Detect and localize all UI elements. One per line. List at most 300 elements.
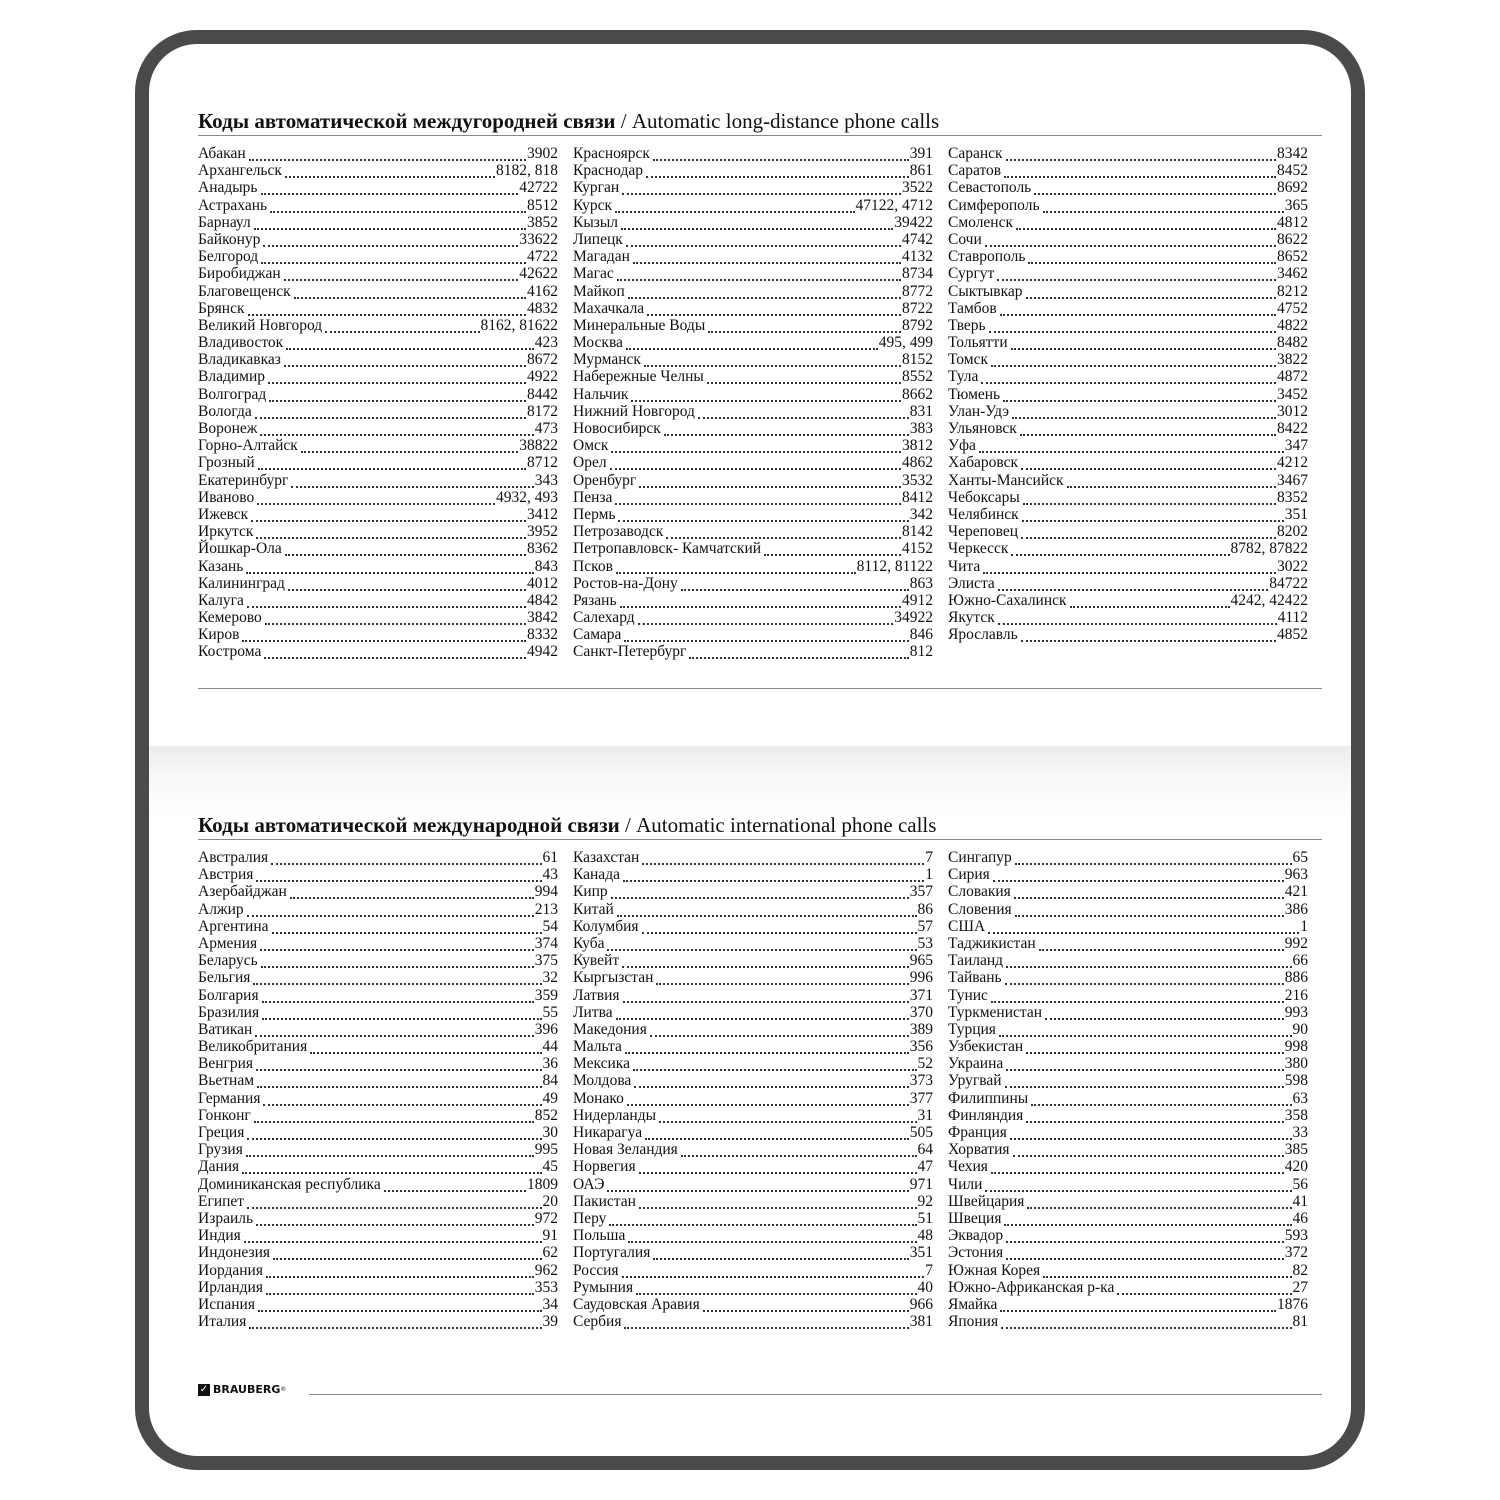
list-item — [198, 558, 558, 575]
dot-leader — [621, 224, 893, 230]
item-name: Япония — [948, 1313, 999, 1331]
list-item — [198, 1279, 558, 1296]
list-item — [198, 300, 558, 317]
item-code: 90 — [1292, 1020, 1308, 1038]
item-code: 375 — [534, 952, 558, 970]
list-item — [198, 883, 558, 900]
item-code: 32 — [542, 969, 558, 987]
item-code: 374 — [534, 934, 558, 952]
list-item — [198, 609, 558, 626]
item-name: Канада — [573, 866, 620, 884]
item-name: Курск — [573, 196, 613, 214]
item-code: 993 — [1284, 1003, 1308, 1021]
item-name: Ростов-на-Дону — [573, 574, 678, 592]
item-code: 54 — [542, 917, 558, 935]
item-name: Португалия — [573, 1244, 651, 1262]
list-item — [198, 248, 558, 265]
dot-leader — [257, 499, 495, 505]
dot-leader — [639, 482, 901, 488]
dot-leader — [656, 979, 908, 985]
list-item — [948, 849, 1308, 866]
list-item — [573, 883, 933, 900]
item-name: Воронеж — [198, 420, 258, 437]
title-en: / Automatic long-distance phone calls — [615, 109, 940, 133]
dot-leader — [681, 585, 909, 591]
list-item — [573, 1090, 933, 1107]
item-code: 3022 — [1277, 557, 1308, 575]
item-code: 359 — [534, 986, 558, 1004]
item-name: Нижний Новгород — [573, 402, 695, 420]
item-code: 55 — [542, 1003, 558, 1021]
item-name: Мальта — [573, 1038, 622, 1056]
item-code: 863 — [909, 574, 933, 592]
item-name: Сербия — [573, 1313, 622, 1331]
item-name: Астрахань — [198, 196, 268, 214]
item-code: 8332 — [527, 626, 558, 644]
item-code: 1876 — [1277, 1295, 1308, 1313]
dot-leader — [294, 293, 526, 299]
item-code: 994 — [534, 883, 558, 901]
item-code: 992 — [1284, 934, 1308, 952]
dot-leader — [1016, 224, 1276, 230]
item-name: Аргентина — [198, 917, 269, 935]
item-code: 33622 — [519, 230, 558, 248]
dot-leader — [644, 361, 901, 367]
dot-leader — [618, 516, 908, 522]
item-name: Германия — [198, 1089, 261, 1107]
item-name: Брянск — [198, 299, 245, 317]
item-code: 4872 — [1277, 368, 1308, 386]
dot-leader — [981, 378, 1276, 384]
item-name: Алжир — [198, 900, 244, 918]
dot-leader — [285, 172, 495, 178]
list-item — [948, 1296, 1308, 1313]
dot-leader — [256, 1065, 541, 1071]
dot-leader — [636, 1289, 916, 1295]
list-item — [948, 317, 1308, 334]
item-name: Кострома — [198, 643, 262, 661]
list-item — [573, 300, 933, 317]
dot-leader — [1022, 516, 1284, 522]
dot-leader — [622, 189, 901, 195]
item-code: 357 — [909, 883, 933, 901]
dot-leader — [998, 585, 1268, 591]
domestic-section — [198, 108, 1322, 661]
item-name: Бельгия — [198, 969, 251, 987]
list-item — [198, 386, 558, 403]
dot-leader — [272, 928, 542, 934]
item-code: 505 — [909, 1124, 933, 1141]
list-item — [573, 643, 933, 660]
item-name: Иваново — [198, 488, 255, 506]
dot-leader — [246, 568, 533, 574]
item-code: 46 — [1292, 1209, 1308, 1227]
item-name: Красноярск — [573, 145, 650, 162]
list-item — [573, 1244, 933, 1261]
item-code: 81 — [1292, 1313, 1308, 1331]
item-name: Саудовская Аравия — [573, 1295, 700, 1313]
dot-leader — [991, 361, 1276, 367]
item-name: Мексика — [573, 1055, 630, 1073]
item-code: 39422 — [894, 213, 933, 231]
list-item — [948, 901, 1308, 918]
item-code: 380 — [1284, 1055, 1308, 1073]
item-code: 972 — [534, 1209, 558, 1227]
list-item — [198, 969, 558, 986]
list-item — [948, 575, 1308, 592]
list-item — [948, 609, 1308, 626]
item-code: 846 — [909, 626, 933, 644]
dot-leader — [988, 928, 1299, 934]
item-code: 423 — [534, 334, 558, 352]
item-name: Ямайка — [948, 1295, 998, 1313]
divider — [309, 1394, 1322, 1395]
item-name: Тольятти — [948, 334, 1008, 352]
item-name: Тула — [948, 368, 979, 386]
list-item — [948, 1090, 1308, 1107]
column — [573, 145, 948, 661]
dot-leader — [622, 962, 909, 968]
item-name: Ставрополь — [948, 248, 1026, 266]
item-name: Россия — [573, 1261, 619, 1279]
item-code: 92 — [917, 1192, 933, 1210]
list-item — [198, 1176, 558, 1193]
item-name: Греция — [198, 1124, 245, 1141]
item-code: 52 — [917, 1055, 933, 1073]
item-code: 3532 — [902, 471, 933, 489]
list-item — [573, 179, 933, 196]
list-item — [198, 403, 558, 420]
item-name: Тунис — [948, 986, 988, 1004]
item-code: 8352 — [1277, 488, 1308, 506]
item-name: Италия — [198, 1313, 247, 1331]
list-item — [198, 334, 558, 351]
dot-leader — [991, 997, 1284, 1003]
dot-leader — [989, 327, 1276, 333]
dot-leader — [623, 997, 909, 1003]
item-name: Сургут — [948, 265, 995, 283]
item-name: Словакия — [948, 883, 1011, 901]
item-name: Индия — [198, 1227, 241, 1245]
item-code: 812 — [909, 643, 933, 661]
item-name: Самара — [573, 626, 622, 644]
item-code: 4012 — [527, 574, 558, 592]
list-item — [948, 1158, 1308, 1175]
list-item — [198, 523, 558, 540]
item-code: 373 — [909, 1072, 933, 1090]
item-name: Чили — [948, 1175, 983, 1193]
list-item — [948, 197, 1308, 214]
item-code: 420 — [1284, 1158, 1308, 1176]
list-item — [198, 1055, 558, 1072]
list-item — [198, 489, 558, 506]
list-item — [573, 866, 933, 883]
item-code: 4942 — [527, 643, 558, 661]
dot-leader — [247, 1134, 541, 1140]
item-code: 3522 — [902, 179, 933, 197]
item-code: 8452 — [1277, 162, 1308, 180]
item-code: 3012 — [1277, 402, 1308, 420]
title-en: / Automatic international phone calls — [619, 813, 937, 837]
international-section — [198, 812, 1322, 1331]
dot-leader — [645, 1134, 909, 1140]
item-name: Севастополь — [948, 179, 1032, 197]
column — [948, 145, 1323, 661]
item-name: ОАЭ — [573, 1175, 605, 1193]
item-name: Венгрия — [198, 1055, 254, 1073]
item-name: Набережные Челны — [573, 368, 704, 386]
item-name: Владикавказ — [198, 351, 281, 369]
item-name: Украина — [948, 1055, 1004, 1073]
dot-leader — [251, 516, 526, 522]
item-name: Колумбия — [573, 917, 639, 935]
dot-leader — [611, 447, 901, 453]
dot-leader — [268, 378, 526, 384]
dot-leader — [247, 1203, 541, 1209]
list-item — [573, 626, 933, 643]
item-code: 8112, 81122 — [856, 557, 933, 575]
registered-mark: ® — [280, 1386, 287, 1393]
item-name: Южная Корея — [948, 1261, 1041, 1279]
item-code: 861 — [909, 162, 933, 180]
item-code: 65 — [1292, 849, 1308, 866]
item-code: 27 — [1292, 1278, 1308, 1296]
list-item — [948, 248, 1308, 265]
item-code: 8692 — [1277, 179, 1308, 197]
item-code: 342 — [909, 505, 933, 523]
item-name: Литва — [573, 1003, 613, 1021]
item-name: Таиланд — [948, 952, 1004, 970]
item-name: Гонконг — [198, 1106, 251, 1124]
dot-leader — [262, 1014, 541, 1020]
item-code: 421 — [1284, 883, 1308, 901]
item-name: Липецк — [573, 230, 623, 248]
domestic-columns — [198, 145, 1323, 661]
dot-leader — [1021, 636, 1276, 642]
dot-leader — [244, 1237, 542, 1243]
dot-leader — [264, 653, 526, 659]
dot-leader — [1021, 464, 1276, 470]
list-item — [198, 351, 558, 368]
dot-leader — [639, 1203, 917, 1209]
item-name: Пакистан — [573, 1192, 636, 1210]
dot-leader — [1011, 550, 1229, 556]
list-item — [948, 1227, 1308, 1244]
item-name: Румыния — [573, 1278, 634, 1296]
list-item — [198, 283, 558, 300]
item-name: Саратов — [948, 162, 1002, 180]
item-name: Пермь — [573, 505, 616, 523]
list-item — [948, 179, 1308, 196]
item-name: Улан-Удэ — [948, 402, 1010, 420]
list-item — [948, 592, 1308, 609]
list-item — [948, 1313, 1308, 1330]
item-code: 4842 — [527, 591, 558, 609]
dot-leader — [1000, 1306, 1276, 1312]
list-item — [198, 231, 558, 248]
item-code: 4162 — [527, 282, 558, 300]
item-code: 57 — [917, 917, 933, 935]
item-name: Биробиджан — [198, 265, 281, 283]
dot-leader — [258, 464, 526, 470]
item-name: Великий Новгород — [198, 316, 323, 334]
item-code: 36 — [542, 1055, 558, 1073]
item-name: Великобритания — [198, 1038, 308, 1056]
list-item — [573, 1279, 933, 1296]
item-code: 3412 — [527, 505, 558, 523]
item-code: 8342 — [1277, 145, 1308, 162]
item-name: Белгород — [198, 248, 259, 266]
item-code: 8772 — [902, 282, 933, 300]
item-name: Оренбург — [573, 471, 637, 489]
dot-leader — [622, 1272, 925, 1278]
list-item — [198, 849, 558, 866]
item-code: 8412 — [902, 488, 933, 506]
item-code: 42722 — [519, 179, 558, 197]
dot-leader — [1014, 893, 1284, 899]
list-item — [573, 609, 933, 626]
dot-leader — [249, 1323, 541, 1329]
item-name: Казань — [198, 557, 244, 575]
item-code: 4242, 42422 — [1230, 591, 1308, 609]
checkmark-icon: ✓ — [199, 1383, 209, 1395]
item-code: 365 — [1284, 196, 1308, 214]
item-code: 8712 — [527, 454, 558, 472]
dot-leader — [633, 258, 901, 264]
item-name: Сингапур — [948, 849, 1012, 866]
dot-leader — [609, 1220, 916, 1226]
item-name: Эстония — [948, 1244, 1004, 1262]
item-code: 473 — [534, 420, 558, 437]
list-item — [198, 1313, 558, 1330]
item-name: Томск — [948, 351, 988, 369]
dot-leader — [620, 602, 901, 608]
dot-leader — [1012, 413, 1276, 419]
list-item — [573, 283, 933, 300]
dot-leader — [631, 396, 901, 402]
list-item — [198, 506, 558, 523]
item-name: Йошкар-Ола — [198, 540, 282, 558]
item-name: Узбекистан — [948, 1038, 1024, 1056]
list-item — [573, 987, 933, 1004]
item-code: 356 — [909, 1038, 933, 1056]
item-code: 370 — [909, 1003, 933, 1021]
dot-leader — [246, 1151, 534, 1157]
list-item — [573, 437, 933, 454]
item-code: 963 — [1284, 866, 1308, 884]
list-item — [948, 300, 1308, 317]
item-name: Кипр — [573, 883, 608, 901]
list-item — [573, 334, 933, 351]
item-code: 1 — [925, 866, 933, 884]
dot-leader — [1043, 207, 1284, 213]
item-name: Хорватия — [948, 1141, 1010, 1159]
item-code: 3467 — [1277, 471, 1308, 489]
list-item — [573, 918, 933, 935]
dot-leader — [625, 1048, 909, 1054]
dot-leader — [1020, 430, 1276, 436]
item-code: 34 — [542, 1295, 558, 1313]
list-item — [198, 1262, 558, 1279]
item-code: 351 — [909, 1244, 933, 1262]
item-code: 886 — [1284, 969, 1308, 987]
list-item — [948, 386, 1308, 403]
item-code: 63 — [1292, 1089, 1308, 1107]
list-item — [948, 523, 1308, 540]
item-code: 377 — [909, 1089, 933, 1107]
list-item — [198, 918, 558, 935]
list-item — [198, 162, 558, 179]
dot-leader — [263, 1100, 541, 1106]
item-name: Архангельск — [198, 162, 282, 180]
dot-leader — [249, 155, 526, 161]
item-name: Испания — [198, 1295, 255, 1313]
item-code: 84 — [542, 1072, 558, 1090]
item-name: Бразилия — [198, 1003, 260, 1021]
dot-leader — [1045, 1014, 1284, 1020]
item-name: Тюмень — [948, 385, 1001, 403]
item-code: 53 — [917, 934, 933, 952]
dot-leader — [1026, 293, 1276, 299]
dot-leader — [248, 310, 527, 316]
list-item — [573, 1210, 933, 1227]
list-item — [198, 420, 558, 437]
dot-leader — [607, 945, 916, 951]
item-code: 383 — [909, 420, 933, 437]
title-ru: Коды автоматической междугородней связи — [198, 109, 616, 133]
list-item — [948, 935, 1308, 952]
item-name: Барнаул — [198, 213, 251, 231]
item-code: 8482 — [1277, 334, 1308, 352]
item-name: Сирия — [948, 866, 990, 884]
dot-leader — [242, 636, 526, 642]
item-code: 8734 — [902, 265, 933, 283]
list-item — [198, 145, 558, 162]
list-item — [948, 866, 1308, 883]
list-item — [573, 403, 933, 420]
dot-leader — [1013, 1151, 1284, 1157]
list-item — [573, 1055, 933, 1072]
list-item — [573, 540, 933, 557]
item-name: Горно-Алтайск — [198, 437, 298, 455]
item-code: 43 — [542, 866, 558, 884]
dot-leader — [627, 1100, 909, 1106]
dot-leader — [642, 928, 917, 934]
item-code: 971 — [909, 1175, 933, 1193]
item-name: Чебоксары — [948, 488, 1020, 506]
item-code: 347 — [1284, 437, 1308, 455]
item-name: Пенза — [573, 488, 613, 506]
item-code: 593 — [1284, 1227, 1308, 1245]
list-item — [573, 265, 933, 282]
item-code: 42622 — [519, 265, 558, 283]
item-code: 47122, 4712 — [855, 196, 933, 214]
list-item — [573, 1227, 933, 1244]
dot-leader — [1005, 979, 1284, 985]
dot-leader — [626, 344, 878, 350]
item-code: 3452 — [1277, 385, 1308, 403]
list-item — [198, 472, 558, 489]
list-item — [948, 1210, 1308, 1227]
list-item — [948, 437, 1308, 454]
item-name: Австралия — [198, 849, 269, 866]
item-name: Черкесск — [948, 540, 1009, 558]
list-item — [573, 197, 933, 214]
dot-leader — [1004, 172, 1276, 178]
item-name: Дания — [198, 1158, 240, 1176]
dot-leader — [634, 1082, 908, 1088]
dot-leader — [263, 241, 518, 247]
